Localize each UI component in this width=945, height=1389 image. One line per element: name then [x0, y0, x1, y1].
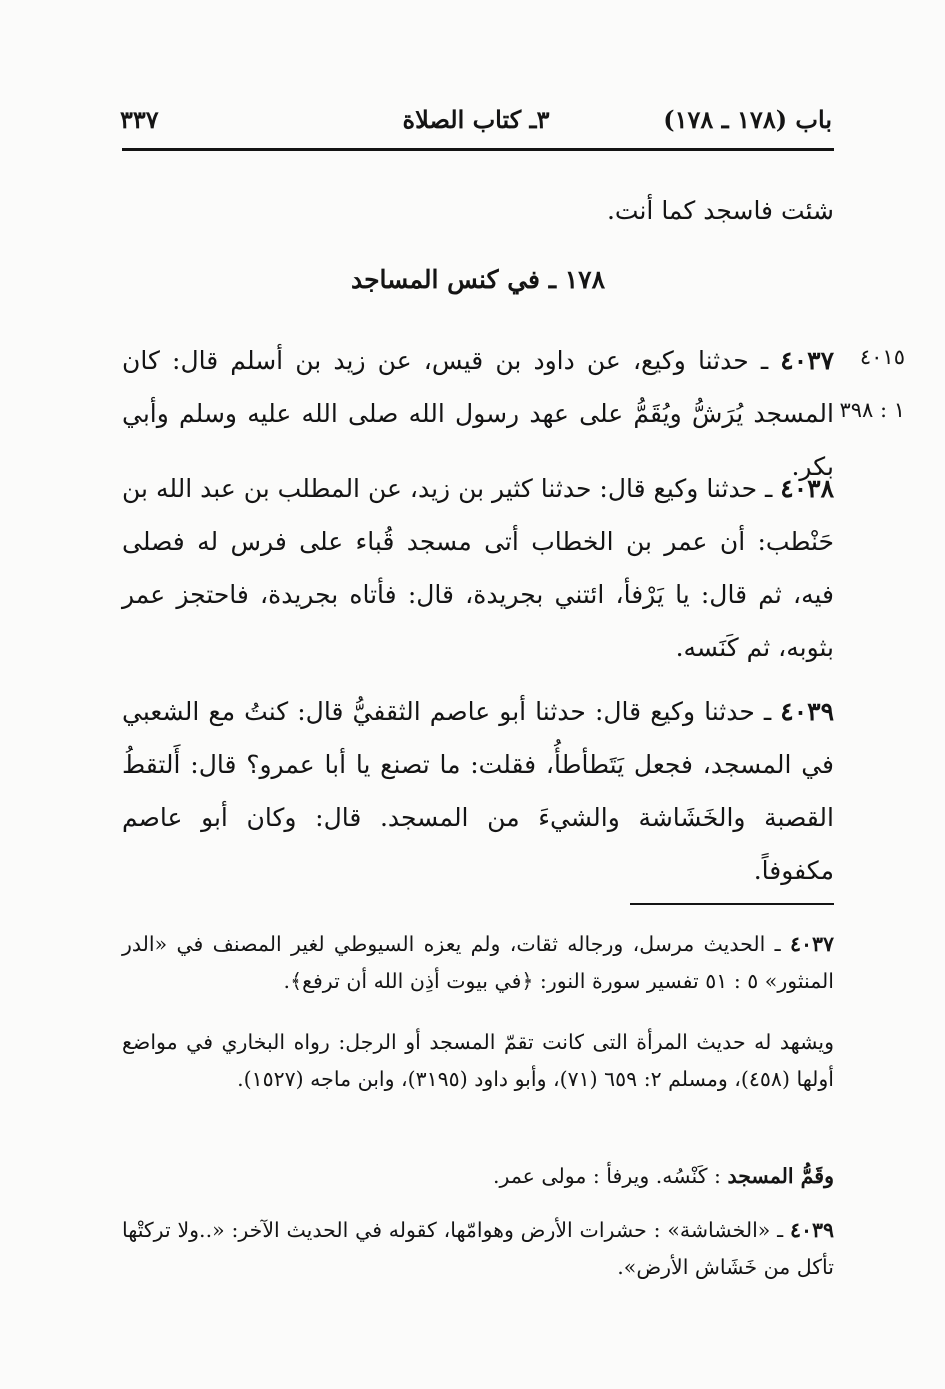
book-title: ٣ـ كتاب الصلاة — [402, 105, 550, 134]
footnote-4037 — [122, 926, 834, 1000]
footnote-4039 — [122, 1212, 834, 1286]
margin-reference-2: ١ : ٣٩٨ — [839, 398, 905, 422]
footnote-supporting-evidence — [122, 1024, 834, 1098]
continuation-line — [122, 184, 834, 237]
footnote-definitions — [122, 1158, 834, 1195]
hadith-text: ـ حدثنا وكيع قال: حدثنا كثير بن زيد، عن المطلب بن عبد الله بن حَنْطب: أن عمر بن الخطاب أتى مسجد قُباء على فرس له فصلى فيه، ثم قال: يا يَرْفأ، ائتني بجريدة، قال: فأتاه بجريدة، فاحتجز عمر بثوبه، ثم كَنَسه. — [122, 474, 834, 662]
footnote-text: ويشهد له حديث المرأة التى كانت تقمّ المسجد أو الرجل: رواه البخاري في مواضع أولها (٤٥٨)، ومسلم ٢: ٦٥٩ (٧١)، وأبو داود (٣١٩٥)، وابن ماجه (١٥٢٧). — [122, 1030, 834, 1091]
footnote-term: وقَمُّ المسجد — [727, 1164, 834, 1188]
page-number: ٣٣٧ — [120, 105, 159, 134]
hadith-text: ـ حدثنا وكيع قال: حدثنا أبو عاصم الثقفيُّ قال: كنتُ مع الشعبي في المسجد، فجعل يَتَطأطأُ، فقلت: ما تصنع يا أبا عمرو؟ قال: أَلتقطُ القصبة والخَشَاشة والشيءَ من المسجد. قال: وكان أبو عاصم مكفوفاً. — [122, 697, 834, 885]
hadith-4038 — [122, 462, 834, 674]
hadith-number: ٤٠٣٧ — [780, 346, 834, 375]
chapter-reference: باب (١٧٨ ـ ١٧٨) — [663, 105, 832, 134]
footnote-divider — [630, 903, 834, 905]
hadith-text: ـ حدثنا وكيع، عن داود بن قيس، عن زيد بن أسلم قال: كان المسجد يُرَشُّ ويُقَمُّ على عهد رسول الله صلى الله عليه وسلم وأبي بكر. — [122, 346, 834, 481]
section-heading: ١٧٨ ـ في كنس المساجد — [350, 265, 606, 294]
footnote-text: ـ «الخشاشة» : حشرات الأرض وهوامّها، كقوله في الحديث الآخر: «..ولا تركتْها تأكل من خَشَاش الأرض». — [122, 1218, 834, 1279]
page-header — [120, 105, 832, 145]
footnote-number: ٤٠٣٧ — [789, 932, 834, 956]
footnote-text: ـ الحديث مرسل، ورجاله ثقات، ولم يعزه السيوطي لغير المصنف في «الدر المنثور» ٥ : ٥١ تفسير سورة النور: ﴿في بيوت أذِن الله أن ترفع﴾. — [122, 932, 834, 993]
hadith-number: ٤٠٣٩ — [780, 697, 834, 726]
hadith-4039 — [122, 685, 834, 897]
header-divider — [122, 148, 834, 151]
continuation-text: شئت فاسجد كما أنت. — [606, 196, 834, 225]
hadith-number: ٤٠٣٨ — [780, 474, 834, 503]
footnote-number: ٤٠٣٩ — [789, 1218, 834, 1242]
margin-reference-1: ٤٠١٥ — [859, 345, 905, 369]
footnote-text: : كَنْسُه. ويرفأ : مولى عمر. — [493, 1164, 728, 1188]
